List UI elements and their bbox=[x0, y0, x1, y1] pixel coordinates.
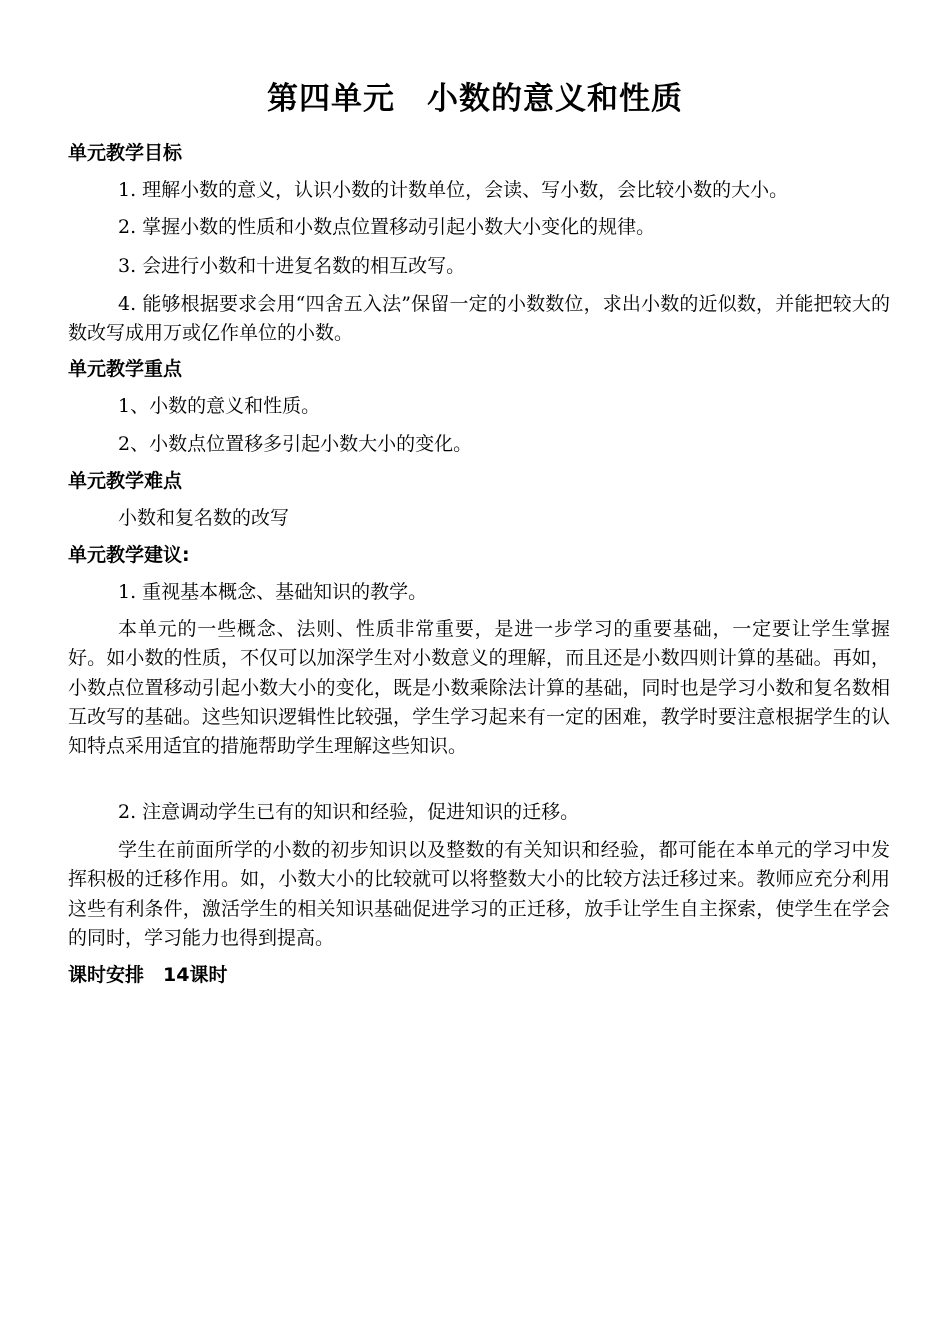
objectives-heading: 单元教学目标 bbox=[68, 142, 183, 164]
suggestions-heading: 单元教学建议: bbox=[68, 544, 190, 566]
key-points-heading: 单元教学重点 bbox=[68, 358, 183, 380]
key-point-item: 2、小数点位置移多引起小数大小的变化。 bbox=[118, 433, 473, 455]
key-point-item: 1、小数的意义和性质。 bbox=[118, 395, 321, 417]
objective-item: 2. 掌握小数的性质和小数点位置移动引起小数大小变化的规律。 bbox=[118, 216, 656, 238]
suggestion-body: 本单元的一些概念、法则、性质非常重要，是进一步学习的重要基础，一定要让学生掌握好。如小数的性质，不仅可以加深学生对小数意义的理解，而且还是小数四则计算的基础。再如，小数点位置移动引起小数大小的变化，既是小数乘除法计算的基础，同时也是学习小数和复名数相互改写的基础。这些知识逻辑性比较强，学生学习起来有一定的困难，教学时要注意根据学生的认知特点采用适宜的措施帮助学生理解这些知识。 bbox=[68, 618, 890, 758]
suggestion-title: 2. 注意调动学生已有的知识和经验，促进知识的迁移。 bbox=[118, 801, 580, 823]
objective-item: 3. 会进行小数和十进复名数的相互改写。 bbox=[118, 255, 466, 277]
difficulties-heading: 单元教学难点 bbox=[68, 470, 183, 492]
difficulty-text: 小数和复名数的改写 bbox=[118, 507, 290, 529]
objective-item: 4. 能够根据要求会用“四舍五入法”保留一定的小数数位，求出小数的近似数，并能把较大的数改写成用万或亿作单位的小数。 bbox=[68, 293, 890, 345]
suggestion-body: 学生在前面所学的小数的初步知识以及整数的有关知识和经验，都可能在本单元的学习中发挥积极的迁移作用。如，小数大小的比较就可以将整数大小的比较方法迁移过来。教师应充分利用这些有利条件，激活学生的相关知识基础促进学习的正迁移，放手让学生自主探索，使学生在学会的同时，学习能力也得到提高。 bbox=[68, 839, 890, 949]
suggestion-title: 1. 重视基本概念、基础知识的教学。 bbox=[118, 581, 428, 603]
objective-item: 1. 理解小数的意义，认识小数的计数单位，会读、写小数，会比较小数的大小。 bbox=[118, 179, 789, 201]
schedule-label: 课时安排 14课时 bbox=[68, 964, 228, 986]
page-title: 第四单元 小数的意义和性质 bbox=[267, 81, 683, 117]
